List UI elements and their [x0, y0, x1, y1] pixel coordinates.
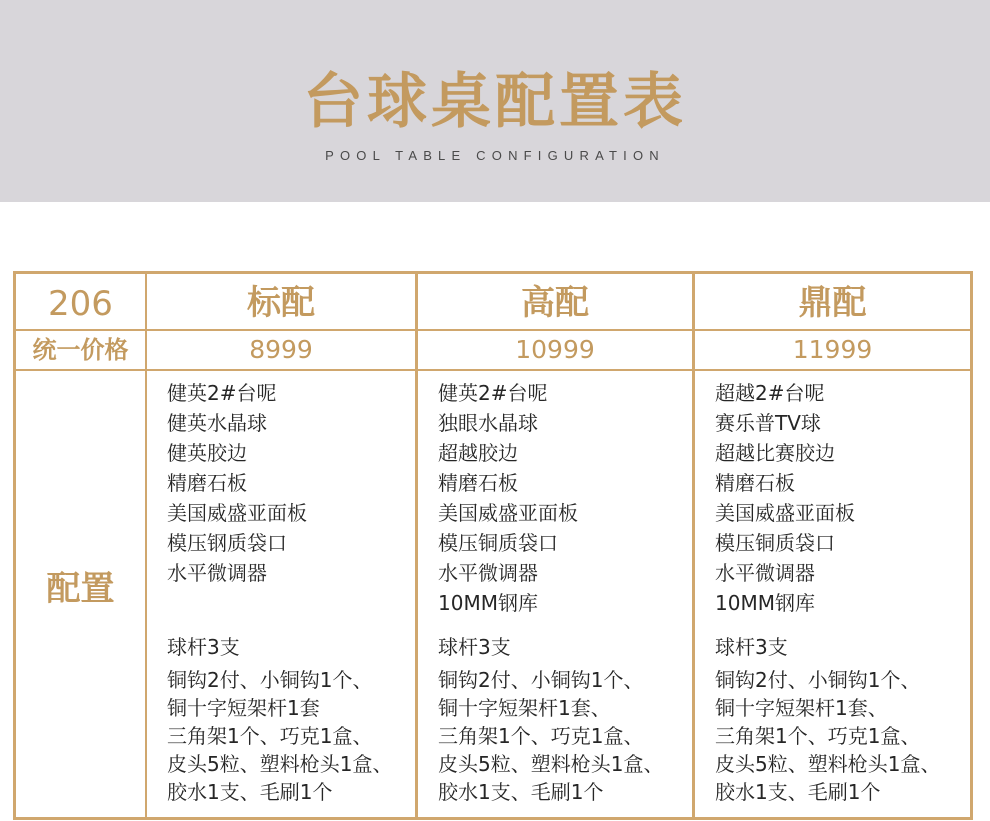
list-item: 10MM钢库 [715, 591, 815, 615]
price-premium: 10999 [515, 335, 595, 364]
tier-standard-name: 标配 [247, 283, 315, 323]
list-item: 三角架1个、巧克1盒、 [438, 724, 644, 748]
list-item: 模压钢质袋口 [167, 531, 287, 555]
price-top: 11999 [792, 335, 873, 364]
list-item: 独眼水晶球 [438, 411, 538, 435]
list-item: 铜十字短架杆1套、 [715, 696, 888, 720]
list-item: 10MM钢库 [438, 591, 538, 615]
list-item: 胶水1支、毛刷1个 [167, 780, 333, 804]
tier-top-name: 鼎配 [798, 283, 867, 323]
list-item: 皮头5粒、塑料枪头1盒、 [438, 752, 664, 776]
list-item: 超越2#台呢 [715, 381, 825, 405]
model-number: 206 [48, 284, 113, 324]
list-item: 精磨石板 [715, 471, 795, 495]
table-border-top [13, 271, 973, 274]
list-item: 健英2#台呢 [438, 381, 548, 405]
list-item: 铜十字短架杆1套、 [438, 696, 611, 720]
list-item: 皮头5粒、塑料枪头1盒、 [167, 752, 393, 776]
list-item: 胶水1支、毛刷1个 [438, 780, 604, 804]
list-item: 铜十字短架杆1套 [167, 696, 320, 720]
price-standard: 8999 [249, 335, 313, 364]
price-label: 统一价格 [32, 336, 129, 364]
list-item: 铜钩2付、小铜钩1个、 [167, 668, 373, 692]
accessories-list-standard [167, 633, 392, 806]
config-list-standard [167, 378, 307, 588]
table-border-bottom [13, 817, 973, 820]
table-border-right [970, 271, 973, 820]
list-item: 球杆3支 [438, 635, 511, 659]
list-item: 模压铜质袋口 [438, 531, 558, 555]
list-item: 三角架1个、巧克1盒、 [167, 724, 373, 748]
page-subtitle: POOL TABLE CONFIGURATION [325, 148, 665, 163]
list-item: 精磨石板 [167, 471, 247, 495]
table-divider-price [13, 369, 973, 371]
tier-premium-name: 高配 [521, 283, 589, 323]
list-item: 美国威盛亚面板 [167, 501, 307, 525]
list-item: 健英2#台呢 [167, 381, 277, 405]
list-item: 球杆3支 [167, 635, 240, 659]
header-banner [0, 0, 990, 202]
list-item: 皮头5粒、塑料枪头1盒、 [715, 752, 941, 776]
list-item: 美国威盛亚面板 [715, 501, 855, 525]
list-item: 水平微调器 [715, 561, 815, 585]
list-item: 胶水1支、毛刷1个 [715, 780, 881, 804]
accessories-list-top [715, 633, 940, 806]
list-item: 精磨石板 [438, 471, 518, 495]
list-item: 赛乐普TV球 [715, 411, 821, 435]
list-item: 球杆3支 [715, 635, 788, 659]
list-item: 超越胶边 [438, 441, 518, 465]
list-item: 超越比赛胶边 [715, 441, 835, 465]
list-item: 健英胶边 [167, 441, 247, 465]
list-item: 铜钩2付、小铜钩1个、 [438, 668, 644, 692]
list-item: 三角架1个、巧克1盒、 [715, 724, 921, 748]
accessories-list-premium [438, 633, 663, 806]
list-item: 铜钩2付、小铜钩1个、 [715, 668, 921, 692]
page-title: 台球桌配置表 [303, 67, 687, 137]
config-label: 配置 [46, 569, 115, 609]
list-item: 模压铜质袋口 [715, 531, 835, 555]
list-item: 美国威盛亚面板 [438, 501, 578, 525]
config-list-top [715, 378, 855, 618]
list-item: 水平微调器 [438, 561, 538, 585]
config-list-premium [438, 378, 578, 618]
list-item: 健英水晶球 [167, 411, 267, 435]
list-item: 水平微调器 [167, 561, 267, 585]
